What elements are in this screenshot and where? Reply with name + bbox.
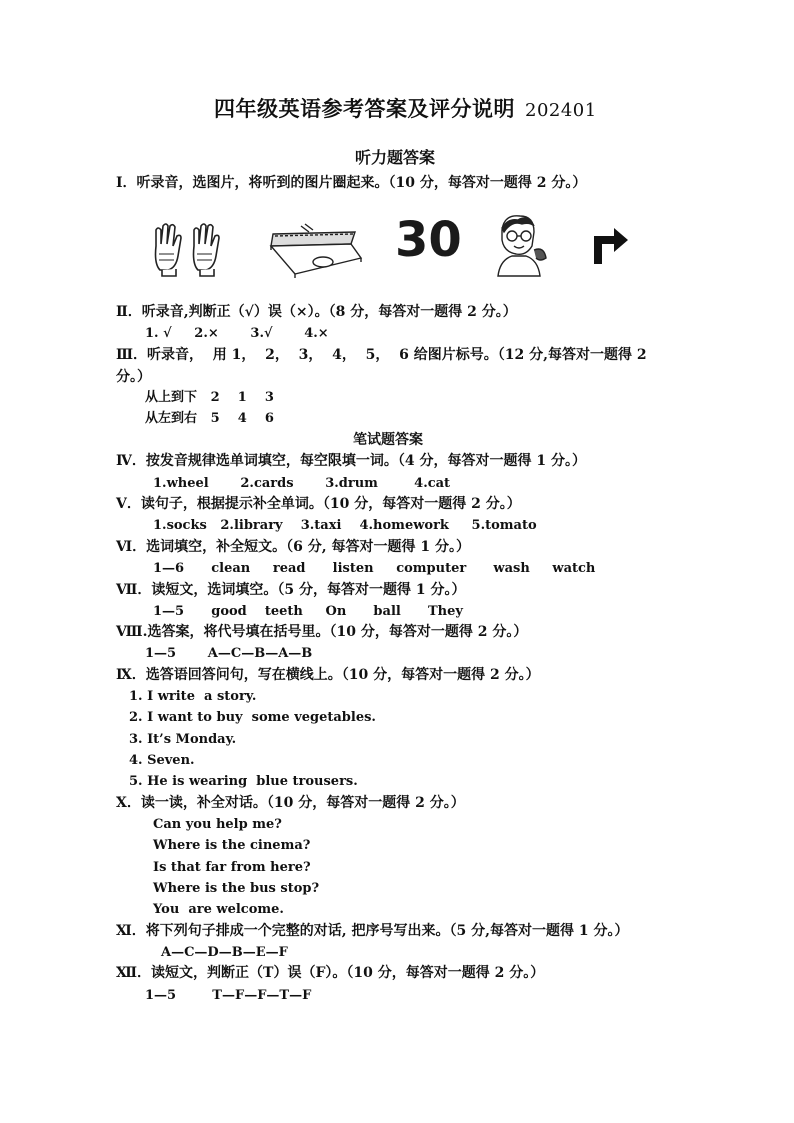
page-title <box>214 98 597 120</box>
q7-instruction: Ⅶ．读短文，选词填空。（5 分，每答对一题得 1 分。） <box>116 582 466 598</box>
gloves-icon <box>150 216 230 278</box>
turn-right-arrow-icon <box>590 222 630 264</box>
q10-answer-3: Is that far from here? <box>153 860 311 875</box>
listening-heading: 听力题答案 <box>355 148 436 167</box>
q6-answer: 1—6 clean read listen computer wash watch <box>153 561 596 576</box>
ping-pong-table-icon <box>265 214 365 280</box>
q10-answer-4: Where is the bus stop? <box>153 881 320 896</box>
q10-answer-5: You are welcome. <box>153 902 284 917</box>
boy-with-glasses-icon <box>488 210 550 278</box>
q5-answer: 1.socks 2.library 3.taxi 4.homework 5.tomato <box>153 518 537 533</box>
q3-answer-row2: 从左到右 5 4 6 <box>145 411 274 426</box>
q12-answer: 1—5 T—F—F—T—F <box>145 988 312 1003</box>
q10-answer-2: Where is the cinema? <box>153 838 311 853</box>
q3-instruction-line2: 分。） <box>116 369 151 385</box>
q9-answer-2: 2. I want to buy some vegetables. <box>129 710 376 725</box>
q1-pictures <box>150 210 650 280</box>
q10-instruction: Ⅹ．读一读，补全对话。（10 分，每答对一题得 2 分。） <box>116 795 465 811</box>
q2-answer: 1. √ 2.× 3.√ 4.× <box>145 326 329 341</box>
q2-instruction: Ⅱ．听录音,判断正（√）误（×）。（8 分，每答对一题得 2 分。） <box>116 304 517 320</box>
title-text: 四年级英语参考答案及评分说明 <box>214 96 515 121</box>
q6-instruction: Ⅵ．选词填空，补全短文。（6 分, 每答对一题得 1 分。） <box>116 539 470 555</box>
q3-answer-row1: 从上到下 2 1 3 <box>145 390 274 405</box>
number-30-label: 30 <box>395 212 462 268</box>
q12-instruction: Ⅻ．读短文，判断正（T）误（F）。（10 分，每答对一题得 2 分。） <box>116 965 545 981</box>
q9-answer-4: 4. Seven. <box>129 753 195 768</box>
q11-answer: A—C—D—B—E—F <box>161 945 288 960</box>
q9-answer-3: 3. It’s Monday. <box>129 732 237 747</box>
q8-answer: 1—5 A—C—B—A—B <box>145 646 313 661</box>
q1-instruction: Ⅰ．听录音，选图片，将听到的图片圈起来。（10 分，每答对一题得 2 分。） <box>116 175 587 191</box>
q9-instruction: Ⅸ．选答语回答问句，写在横线上。（10 分，每答对一题得 2 分。） <box>116 667 540 683</box>
q9-answer-1: 1. I write a story. <box>129 689 257 704</box>
q5-instruction: Ⅴ．读句子，根据提示补全单词。（10 分，每答对一题得 2 分。） <box>116 496 521 512</box>
q11-instruction: Ⅺ．将下列句子排成一个完整的对话, 把序号写出来。（5 分,每答对一题得 1 分。） <box>116 923 629 939</box>
q4-answer: 1.wheel 2.cards 3.drum 4.cat <box>153 476 451 491</box>
title-year: 202401 <box>525 100 597 121</box>
q3-instruction-line1: Ⅲ．听录音， 用 1， 2， 3， 4， 5， 6 给图片标号。（12 分,每答对一题得 2 <box>116 347 647 363</box>
q4-instruction: Ⅳ．按发音规律选单词填空，每空限填一词。（4 分，每答对一题得 1 分。） <box>116 453 586 469</box>
q8-instruction: Ⅷ.选答案，将代号填在括号里。（10 分，每答对一题得 2 分。） <box>116 624 528 640</box>
q10-answer-1: Can you help me? <box>153 817 282 832</box>
q9-answer-5: 5. He is wearing blue trousers. <box>129 774 358 789</box>
q7-answer: 1—5 good teeth On ball They <box>153 604 463 619</box>
written-heading: 笔试题答案 <box>353 432 423 448</box>
